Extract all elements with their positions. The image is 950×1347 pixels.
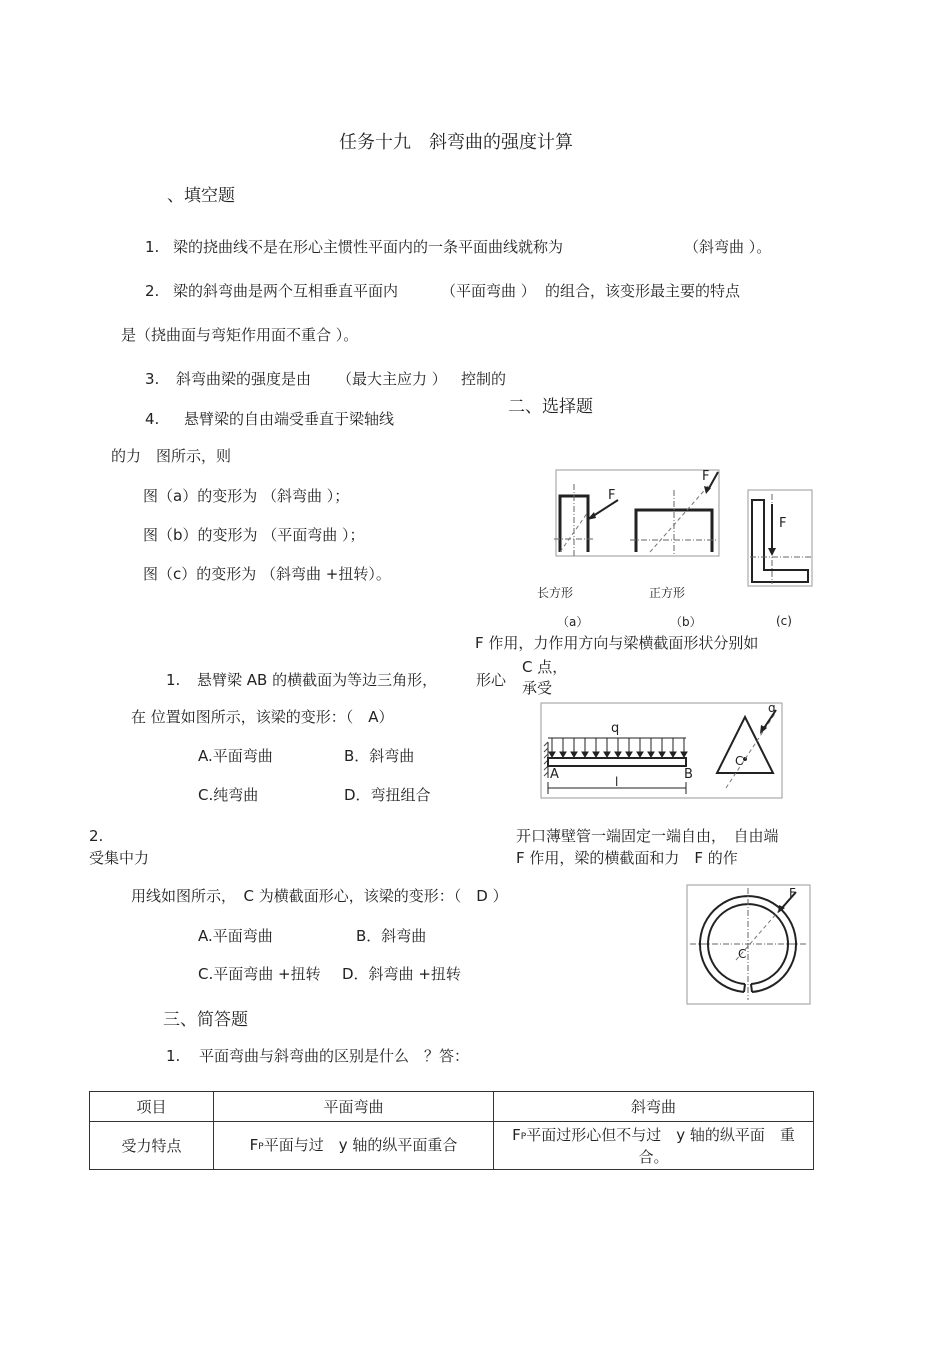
- header-oblique-bending: 斜弯曲: [494, 1092, 814, 1122]
- fill-q2-line2: 是（挠曲面与弯矩作用面不重合 ）。: [121, 326, 359, 344]
- plane-force-text: 平面与过 y 轴的纵平面重合: [263, 1135, 458, 1154]
- fill-q3-text-b: 控制的: [461, 370, 507, 388]
- triangle-section: [717, 710, 776, 788]
- choice-q1-option-d: D．弯扭组合: [344, 786, 431, 804]
- force-label-b: F: [702, 469, 710, 484]
- fill-q4-text-c: F 作用，力作用方向与梁横截面形状分别如: [475, 634, 759, 652]
- beam-ab: [548, 758, 686, 766]
- open-tube-figure: [686, 884, 812, 1006]
- label-a: （a）: [557, 615, 589, 629]
- oblique-force-symbol: F: [512, 1125, 521, 1144]
- load-label-q: q: [611, 721, 620, 736]
- header-item: 项目: [90, 1092, 214, 1122]
- force-label-c: F: [779, 516, 787, 531]
- fill-q1-answer: （斜弯曲 ）。: [684, 238, 772, 256]
- short-q1-text: 平面弯曲与斜弯曲的区别是什么 ？答：: [199, 1047, 470, 1065]
- label-square: 正方形: [649, 586, 686, 600]
- page-title: 任务十九 斜弯曲的强度计算: [339, 132, 573, 153]
- choice-q1-number: 1.: [166, 671, 181, 689]
- fill-q4-number: 4.: [145, 410, 160, 428]
- point-label-a: A: [550, 767, 559, 782]
- choice-q1-text-a: 悬臂梁 AB 的横截面为等边三角形，: [197, 671, 438, 689]
- oblique-force-text1: 平面过形心但不与过 y 轴的纵平面 重: [526, 1125, 795, 1144]
- label-b: （b）: [670, 615, 702, 629]
- choice-q1-option-c: C.纯弯曲: [198, 786, 259, 804]
- cell-plane-bending: [214, 1122, 494, 1170]
- choice-q1-option-a: A.平面弯曲: [198, 747, 273, 765]
- choice-q2-text-right1: 开口薄壁管一端固定一端自由， 自由端: [516, 827, 779, 845]
- square-section: [630, 472, 718, 556]
- plane-force-subscript: P: [258, 1141, 264, 1152]
- cantilever-figure: [540, 702, 784, 800]
- choice-q2-text-right2: F 作用，梁的横截面和力 F 的作: [516, 849, 738, 867]
- comparison-table: [89, 1091, 814, 1170]
- fill-q2-text-a: 梁的斜弯曲是两个互相垂直平面内: [173, 282, 399, 300]
- choice-q2-option-c: C.平面弯曲 +扭转: [198, 965, 321, 983]
- fill-q1-number: 1.: [145, 238, 160, 256]
- fill-q4-text-b: 的力 图所示，则: [111, 447, 232, 465]
- figure-frame-c: [748, 490, 812, 586]
- fill-q4-c-line: 图（c）的变形为 （斜弯曲 +扭转）。: [143, 565, 391, 583]
- centroid-label-c: C: [735, 754, 744, 768]
- angle-section: [750, 494, 812, 584]
- centroid-label-c: C: [738, 947, 747, 961]
- header-plane-bending: 平面弯曲: [214, 1092, 494, 1122]
- choice-q1-text-xin: 形心: [476, 671, 507, 689]
- table-header-row: [90, 1092, 814, 1122]
- fill-q3-number: 3.: [145, 370, 160, 388]
- row-label: 受力特点: [90, 1122, 214, 1170]
- length-label-l: l: [615, 775, 619, 789]
- choice-q2-option-a: A.平面弯曲: [198, 927, 273, 945]
- choice-q1-text-c: C 点，: [522, 658, 568, 676]
- table-row: [90, 1122, 814, 1170]
- choice-q2-number: 2.: [89, 827, 104, 845]
- fill-q4-text-a: 悬臂梁的自由端受垂直于梁轴线: [184, 410, 395, 428]
- fill-q2-number: 2.: [145, 282, 160, 300]
- fill-q3-answer: （最大主应力 ）: [337, 370, 447, 388]
- choice-q1-option-b: B．斜弯曲: [344, 747, 415, 765]
- oblique-force-subscript: P: [520, 1131, 527, 1142]
- label-c: (c): [776, 614, 792, 628]
- distributed-load-arrows: [548, 738, 687, 757]
- short-q1-number: 1.: [166, 1047, 181, 1065]
- triangle-load-q: q: [768, 702, 776, 715]
- section-fill-heading: 、填空题: [167, 186, 235, 206]
- fill-q4-a-line: 图（a）的变形为 （斜弯曲 ）；: [143, 487, 350, 505]
- fill-q4-b-line: 图（b）的变形为 （平面弯曲 ）；: [143, 526, 365, 544]
- oblique-force-text2: 合。: [638, 1147, 669, 1166]
- section-choice-heading: 二、选择题: [508, 397, 593, 417]
- choice-q2-option-b: B．斜弯曲: [356, 927, 427, 945]
- fill-q3-text-a: 斜弯曲梁的强度是由: [176, 370, 312, 388]
- point-label-b: B: [684, 767, 693, 782]
- cell-oblique-bending: [494, 1122, 814, 1170]
- choice-q1-line2: 在 位置如图所示，该梁的变形：（ A）: [131, 708, 394, 726]
- choice-q2-text-left2: 受集中力: [89, 849, 150, 867]
- choice-q2-line3: 用线如图所示， C 为横截面形心，该梁的变形：（ D ）: [131, 887, 508, 905]
- choice-q1-text-cheng: 承受: [522, 679, 553, 697]
- label-rectangle: 长方形: [537, 586, 574, 600]
- choice-q2-option-d: D．斜弯曲 +扭转: [342, 965, 461, 983]
- plane-force-symbol: F: [249, 1135, 259, 1154]
- force-label-a: F: [608, 488, 616, 503]
- force-label-f: F: [789, 886, 796, 900]
- fill-q2-answer: （平面弯曲 ）: [441, 282, 536, 300]
- fill-q1-text: 梁的挠曲线不是在形心主惯性平面内的一条平面曲线就称为: [173, 238, 564, 256]
- section-short-heading: 三、简答题: [163, 1010, 248, 1030]
- fill-q2-text-b: 的组合，该变形最主要的特点: [545, 282, 741, 300]
